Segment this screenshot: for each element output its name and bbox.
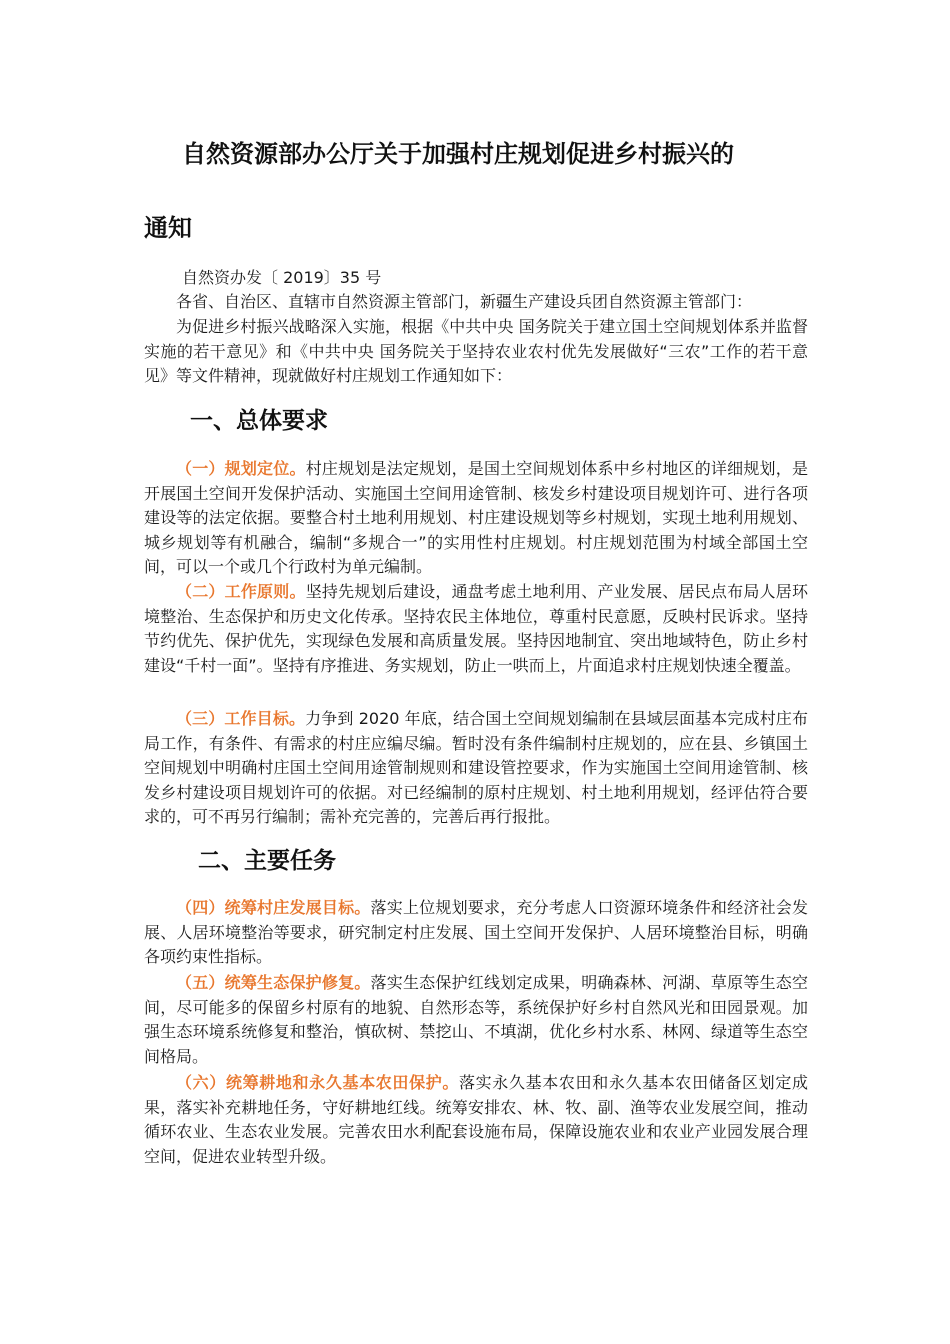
addressee: 各省、自治区、直辖市自然资源主管部门，新疆生产建设兵团自然资源主管部门： (176, 292, 753, 311)
item-5-lead: （五）统筹生态保护修复。 (176, 973, 371, 992)
item-6-text: 落实永久基本农田和永久基本农田储备区划定成果，落实补充耕地任务，守好耕地红线。统筹安排农、林、牧、副、渔等农业发展空间，推动循环农业、生态农业发展。完善农田水利配套设施布局，保障设施农业和农业产业园发展合理空间，促进农业转型升级。 (144, 1073, 808, 1166)
document-title-line-2: 通知 (144, 214, 192, 242)
section-heading-1: 一、总体要求 (190, 408, 328, 434)
paragraph-item-3 (144, 707, 808, 830)
item-4-lead: （四）统筹村庄发展目标。 (176, 898, 371, 917)
section-heading-2: 二、主要任务 (198, 848, 336, 874)
paragraph-item-6 (144, 1071, 808, 1169)
paragraph-item-2 (144, 580, 808, 678)
paragraph-item-4 (144, 896, 808, 970)
item-5-text: 落实生态保护红线划定成果，明确森林、河湖、草原等生态空间，尽可能多的保留乡村原有的地貌、自然形态等，系统保护好乡村自然风光和田园景观。加强生态环境系统修复和整治，慎砍树、禁挖山、不填湖，优化乡村水系、林网、绿道等生态空间格局。 (144, 973, 808, 1066)
paragraph-item-5 (144, 971, 808, 1069)
intro-paragraph: 为促进乡村振兴战略深入实施，根据《中共中央 国务院关于建立国土空间规划体系并监督实施的若干意见》和《中共中央 国务院关于坚持农业农村优先发展做好“三农”工作的若干意见》等文件精神，现就做好村庄规划工作通知如下： (144, 317, 808, 385)
item-1-text: 村庄规划是法定规划，是国土空间规划体系中乡村地区的详细规划，是开展国土空间开发保护活动、实施国土空间用途管制、核发乡村建设项目规划许可、进行各项建设等的法定依据。要整合村土地利用规划、村庄建设规划等乡村规划，实现土地利用规划、城乡规划等有机融合，编制“多规合一”的实用性村庄规划。村庄规划范围为村域全部国土空间，可以一个或几个行政村为单元编制。 (144, 459, 808, 576)
item-2-text: 坚持先规划后建设，通盘考虑土地利用、产业发展、居民点布局人居环境整治、生态保护和历史文化传承。坚持农民主体地位，尊重村民意愿，反映村民诉求。坚持节约优先、保护优先，实现绿色发展和高质量发展。坚持因地制宜、突出地域特色，防止乡村建设“千村一面”。坚持有序推进、务实规划，防止一哄而上，片面追求村庄规划快速全覆盖。 (144, 582, 808, 675)
item-3-lead: （三）工作目标。 (176, 709, 306, 728)
item-2-lead: （二）工作原则。 (176, 582, 306, 601)
item-6-lead: （六）统筹耕地和永久基本农田保护。 (176, 1073, 460, 1092)
document-title-line-1: 自然资源部办公厅关于加强村庄规划促进乡村振兴的 (182, 140, 734, 168)
item-3-text: 力争到 2020 年底，结合国土空间规划编制在县域层面基本完成村庄布局工作，有条件、有需求的村庄应编尽编。暂时没有条件编制村庄规划的，应在县、乡镇国土空间规划中明确村庄国土空间用途管制规则和建设管控要求，作为实施国土空间用途管制、核发乡村建设项目规划许可的依据。对已经编制的原村庄规划、村土地利用规划，经评估符合要求的，可不再另行编制；需补充完善的，完善后再行报批。 (144, 709, 808, 826)
item-1-lead: （一）规划定位。 (176, 459, 306, 478)
item-4-text: 落实上位规划要求，充分考虑人口资源环境条件和经济社会发展、人居环境整治等要求，研究制定村庄发展、国土空间开发保护、人居环境整治目标，明确各项约束性指标。 (144, 898, 808, 966)
document-number: 自然资办发〔 2019〕35 号 (182, 268, 382, 287)
paragraph-item-1 (144, 457, 808, 580)
